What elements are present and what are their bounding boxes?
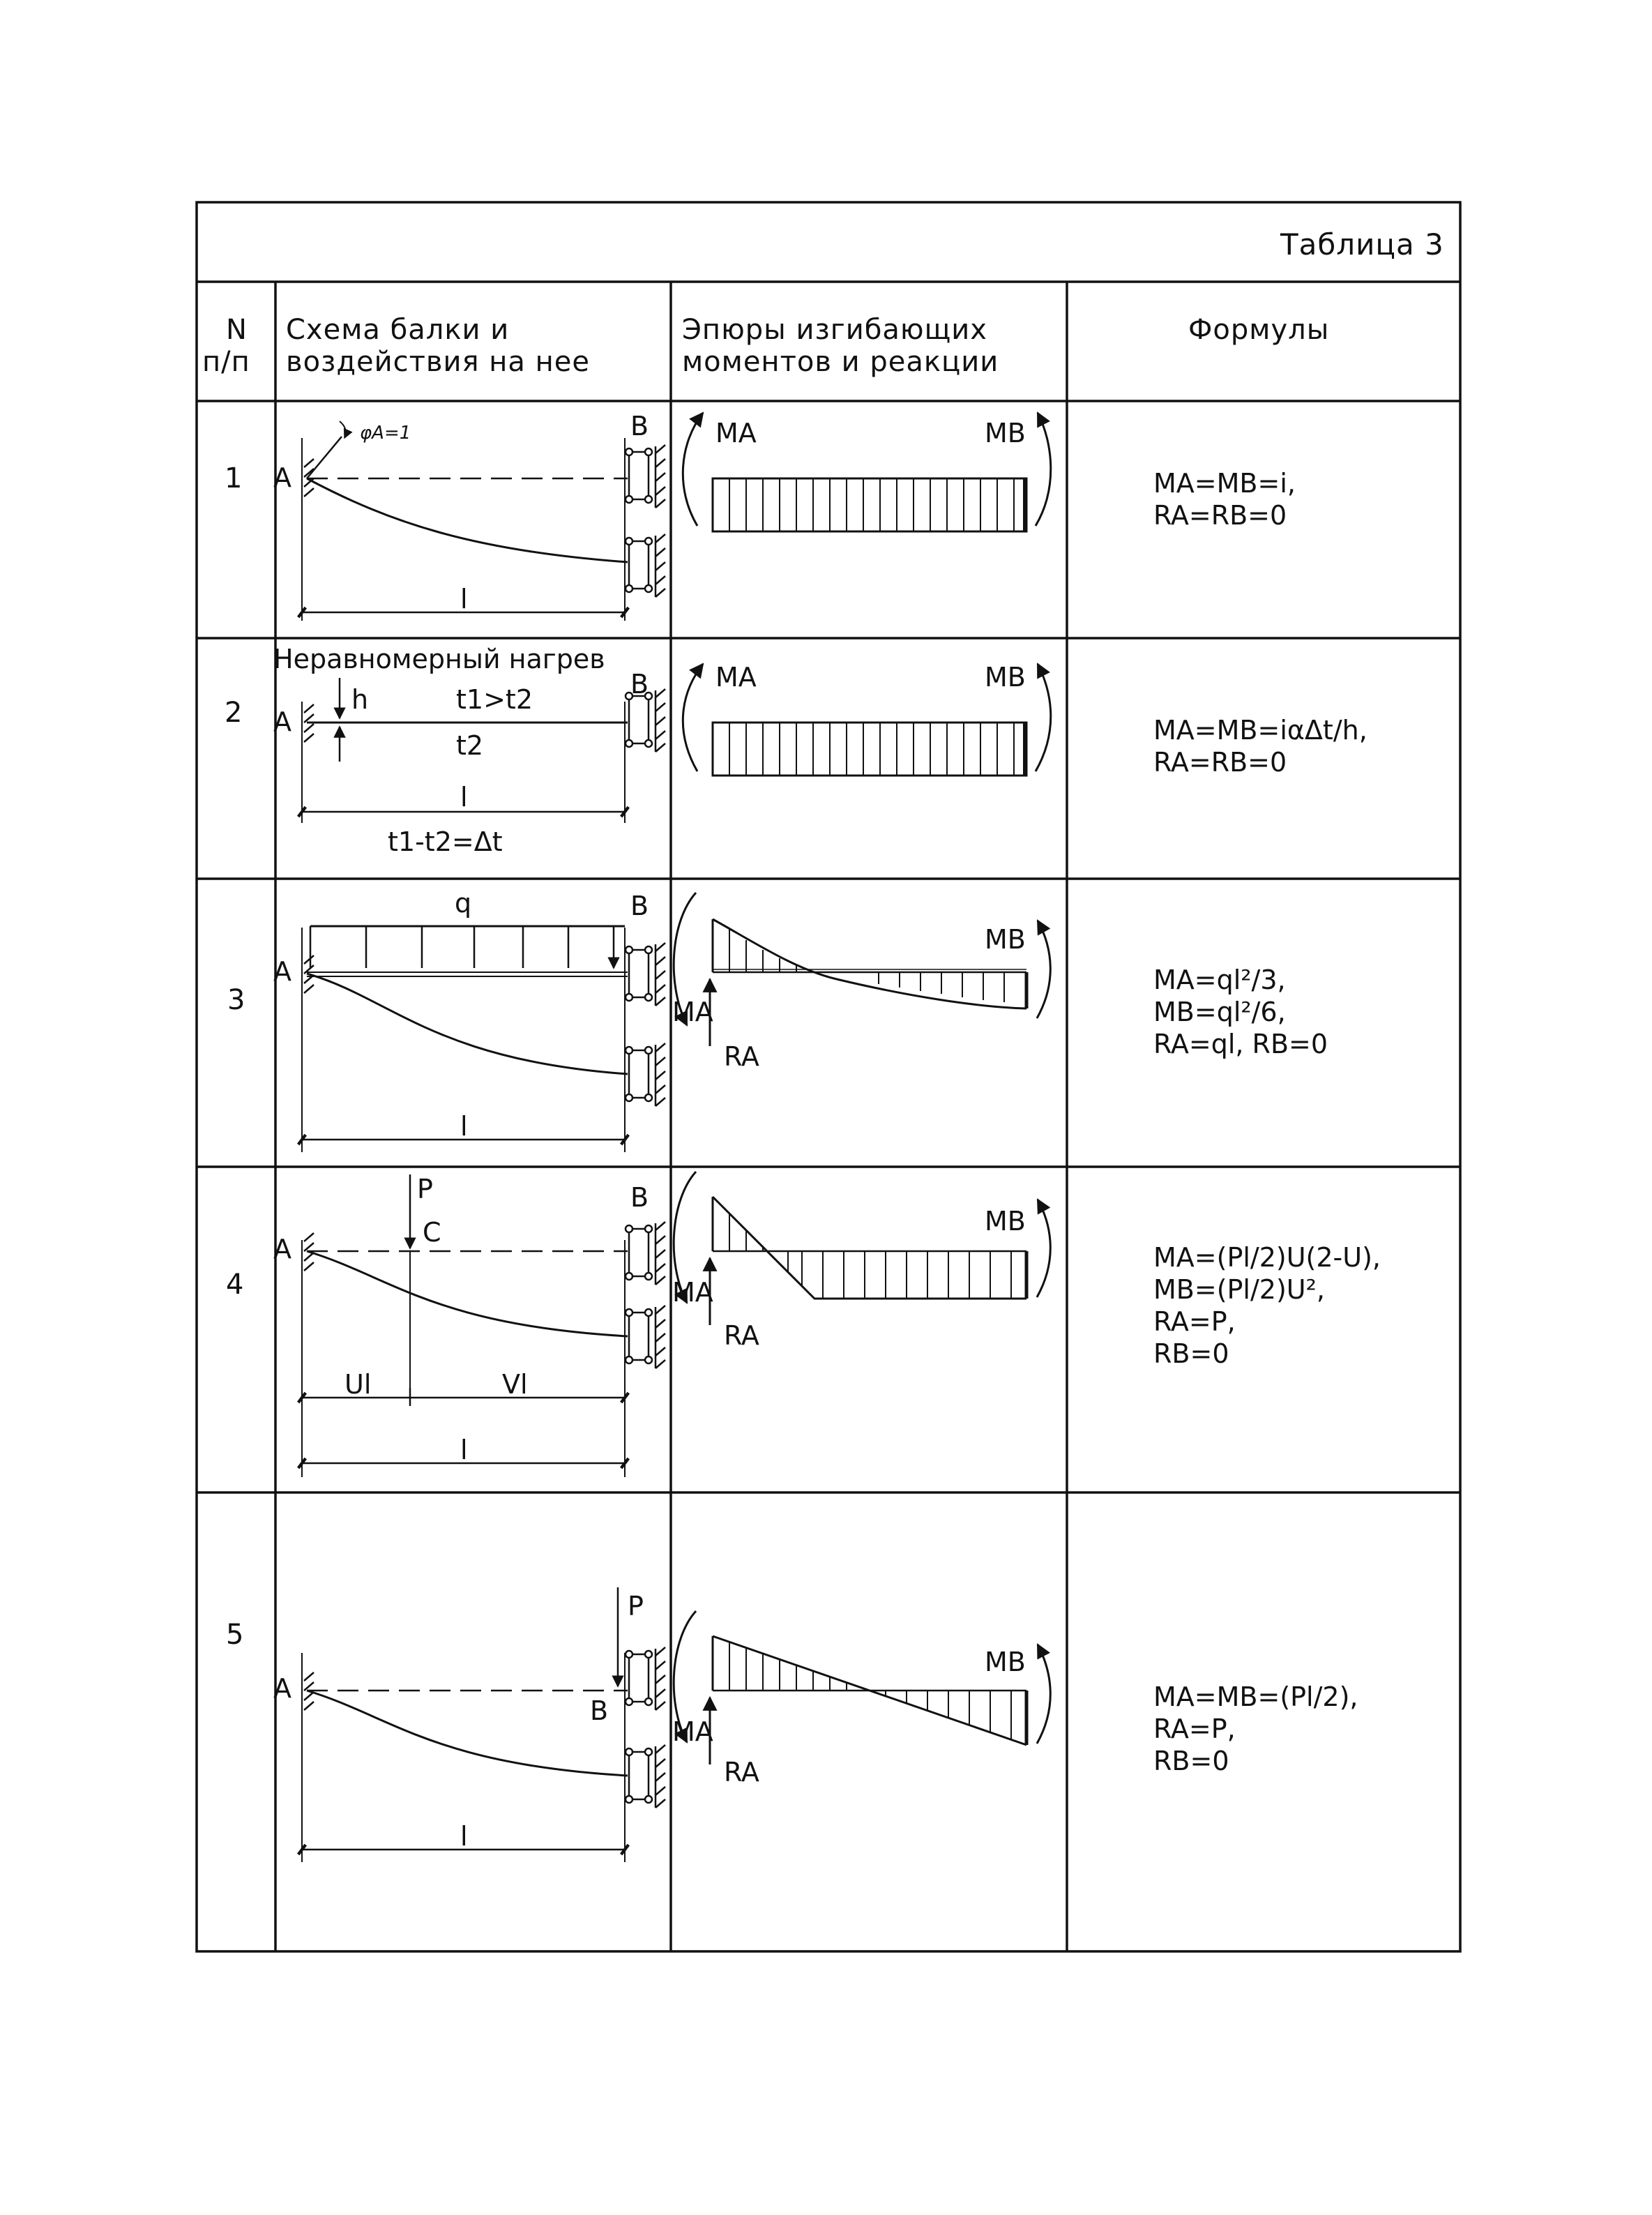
row5-number: 5 <box>226 1619 244 1651</box>
row5-formula-3: RB=0 <box>1153 1746 1229 1776</box>
header-num-line1: N <box>226 314 248 346</box>
row4-formula-4: RB=0 <box>1153 1338 1229 1369</box>
row5-l-label: l <box>460 1821 468 1852</box>
row4-scheme <box>302 1174 665 1477</box>
row5-p-label: P <box>628 1591 644 1621</box>
row5-a-label: A <box>273 1673 291 1704</box>
row2-number: 2 <box>225 697 243 729</box>
row3-diagram <box>674 893 1050 1046</box>
header-scheme-line1: Схема балки и <box>286 314 510 346</box>
row1-l-label: l <box>460 584 468 614</box>
row4-ra-label: RA <box>724 1320 759 1351</box>
support-b-upper <box>626 445 665 508</box>
header-scheme-line2: воздействия на нее <box>286 346 590 378</box>
row3-scheme <box>302 926 665 1152</box>
row2-l-label: l <box>460 782 468 812</box>
row1-formula-1: MA=MB=i, <box>1153 468 1296 499</box>
row3-number: 3 <box>227 984 245 1016</box>
row5-ma-label: MA <box>672 1716 713 1747</box>
header-diagrams-line1: Эпюры изгибающих <box>682 314 987 346</box>
row1-formula-2: RA=RB=0 <box>1153 500 1287 531</box>
row4-b-label: B <box>630 1182 649 1213</box>
row4-formula-3: RA=P, <box>1153 1306 1236 1337</box>
row5-diagram <box>674 1611 1050 1764</box>
row2-t2-label: t2 <box>456 730 484 761</box>
row4-formula-1: MA=(Pl/2)U(2-U), <box>1153 1242 1381 1273</box>
row3-q-label: q <box>455 888 472 918</box>
row5-formula-1: MA=MB=(Pl/2), <box>1153 1681 1358 1712</box>
row2-h-label: h <box>351 684 369 715</box>
row1-number: 1 <box>225 462 243 494</box>
row3-a-label: A <box>273 956 291 987</box>
row1-a-label: A <box>273 462 291 493</box>
row4-a-label: A <box>273 1234 291 1264</box>
row3-formula-3: RA=ql, RB=0 <box>1153 1029 1328 1059</box>
row5-ra-label: RA <box>724 1757 759 1787</box>
row2-heating-title: Неравномерный нагрев <box>273 644 605 674</box>
header-diagrams-line2: моментов и реакции <box>682 346 999 378</box>
row4-number: 4 <box>226 1269 244 1301</box>
row2-a-label: A <box>273 706 291 737</box>
row2-ma-label: MA <box>715 662 757 693</box>
row3-b-label: B <box>630 891 649 921</box>
row2-mb-label: MB <box>985 662 1026 693</box>
row5-formula-2: RA=P, <box>1153 1714 1236 1744</box>
row2-dt-label: t1-t2=Δt <box>388 826 503 857</box>
row4-p-label: P <box>417 1174 433 1204</box>
row2-b-label: B <box>630 669 649 700</box>
header-num-line2: п/п <box>202 346 250 378</box>
row2-t1t2-label: t1>t2 <box>456 684 533 715</box>
row1-ma-label: MA <box>715 418 757 448</box>
table-caption: Таблица 3 <box>1280 227 1444 262</box>
row4-c-label: C <box>423 1217 441 1248</box>
row3-formula-1: MA=ql²/3, <box>1153 965 1286 995</box>
row4-l-label: l <box>460 1435 468 1465</box>
row5-mb-label: MB <box>985 1647 1026 1677</box>
row5-scheme <box>302 1587 665 1862</box>
row4-ul-label: Ul <box>344 1369 372 1400</box>
row4-diagram <box>674 1172 1050 1325</box>
row1-scheme <box>302 421 665 621</box>
row1-b-label: B <box>630 411 649 441</box>
row4-vl-label: Vl <box>502 1369 528 1400</box>
row3-formula-2: MB=ql²/6, <box>1153 997 1286 1027</box>
row2-formula-1: MA=MB=iαΔt/h, <box>1153 715 1367 746</box>
row3-ra-label: RA <box>724 1041 759 1072</box>
support-b-lower <box>626 534 665 597</box>
row2-formula-2: RA=RB=0 <box>1153 747 1287 778</box>
row4-formula-2: MB=(Pl/2)U², <box>1153 1274 1325 1305</box>
header-formulas: Формулы <box>1188 314 1330 346</box>
row4-mb-label: MB <box>985 1206 1026 1237</box>
row5-b-label: B <box>590 1695 609 1726</box>
row1-phi-label: φA=1 <box>360 423 411 444</box>
row1-mb-label: MB <box>985 418 1026 448</box>
row3-mb-label: MB <box>985 924 1026 955</box>
row4-ma-label: MA <box>672 1277 713 1308</box>
row3-l-label: l <box>460 1111 468 1142</box>
row3-ma-label: MA <box>672 997 713 1027</box>
